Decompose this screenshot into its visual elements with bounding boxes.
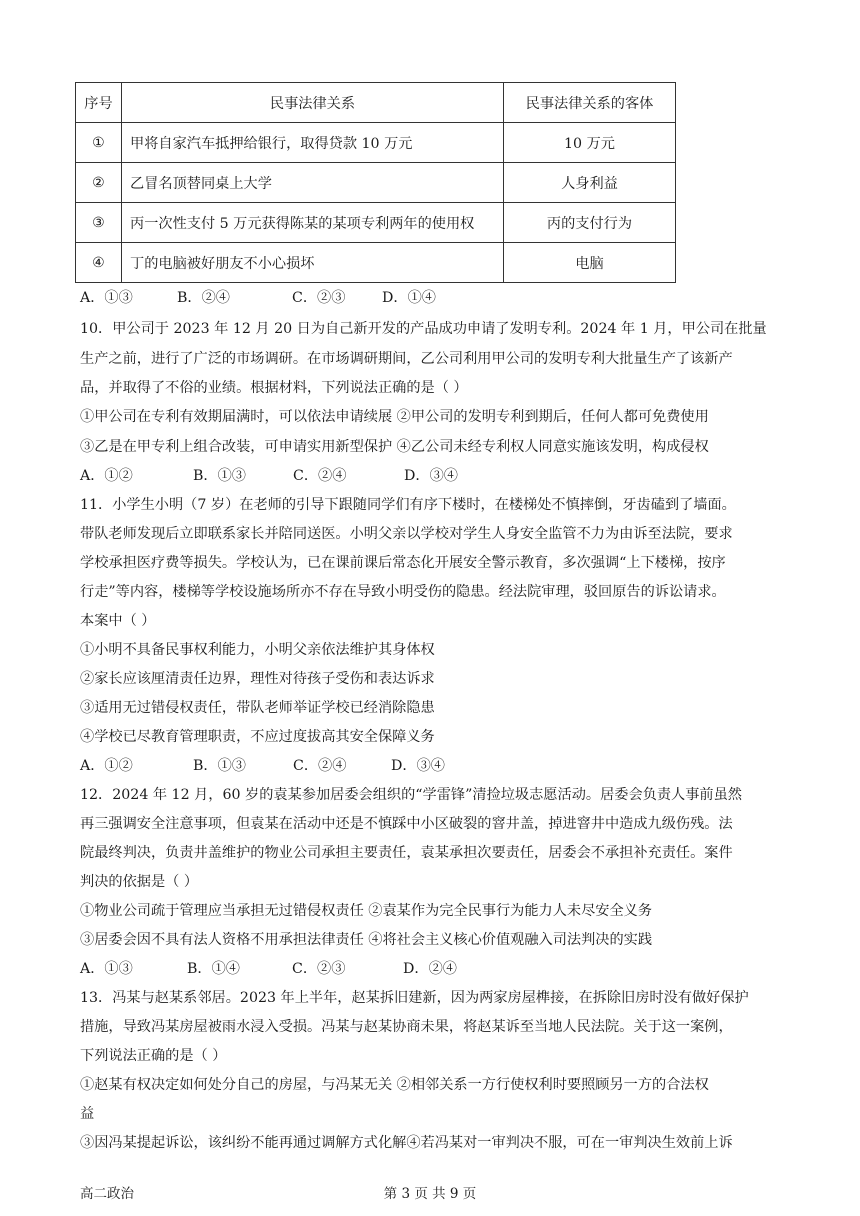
q10-statement-line: ①甲公司在专利有效期届满时，可以依法申请续展 ②甲公司的发明专利到期后，任何人都可免费使用 — [80, 409, 709, 425]
q11-statement-line: ④学校已尽教育管理职责，不应过度拔高其安全保障义务 — [80, 729, 435, 745]
table-row — [76, 203, 676, 243]
table-cell: 乙冒名顶替同桌上大学 — [122, 163, 504, 203]
q9-options — [80, 288, 436, 308]
q13-stem-line: 13．冯某与赵某系邻居。2023 年上半年，赵某拆旧建新，因为两家房屋榫接，在拆除旧房时没有做好保护 — [80, 990, 749, 1006]
q12-options — [80, 959, 457, 979]
table-row — [76, 123, 676, 163]
q10-stem-line: 品，并取得了不俗的业绩。根据材料，下列说法正确的是（ ） — [80, 380, 468, 396]
table-cell: 电脑 — [504, 243, 676, 283]
q10-options — [80, 466, 458, 486]
option-c: C．②④ — [293, 758, 347, 774]
q12-stem-line: 院最终判决，负责井盖维护的物业公司承担主要责任，袁某承担次要责任，居委会不承担补充责任。案件 — [80, 845, 733, 861]
table-header-cell: 民事法律关系的客体 — [504, 83, 676, 123]
option-c: C．②④ — [293, 468, 347, 484]
table-cell: ③ — [76, 203, 122, 243]
q10-stem-line: 10．甲公司于 2023 年 12 月 20 日为自己新开发的产品成功申请了发明专利。2024 年 1 月，甲公司在批量 — [80, 321, 767, 337]
table-cell: 人身利益 — [504, 163, 676, 203]
q11-stem-line: 行走”等内容，楼梯等学校设施场所亦不存在导致小明受伤的隐患。经法院审理，驳回原告的诉讼请求。 — [80, 584, 726, 600]
option-a: A．①③ — [80, 290, 133, 306]
table-header-cell: 民事法律关系 — [122, 83, 504, 123]
table-cell: 丙的支付行为 — [504, 203, 676, 243]
q11-stem-line: 本案中（ ） — [80, 613, 156, 629]
table-row — [76, 243, 676, 283]
option-b: B．①③ — [193, 758, 246, 774]
legal-relation-table — [75, 82, 676, 283]
option-d: D．①④ — [382, 290, 436, 306]
q13-statement-line: ③因冯某提起诉讼，该纠纷不能再通过调解方式化解④若冯某对一审判决不服，可在一审判决生效前上诉 — [80, 1135, 733, 1151]
table-cell: 丙一次性支付 5 万元获得陈某的某项专利两年的使用权 — [122, 203, 504, 243]
q13-stem-line: 下列说法正确的是（ ） — [80, 1048, 227, 1064]
q13-stem-line: 措施，导致冯某房屋被雨水浸入受损。冯某与赵某协商未果，将赵某诉至当地人民法院。关于这一案例， — [80, 1019, 733, 1035]
table-cell: 甲将自家汽车抵押给银行，取得贷款 10 万元 — [122, 123, 504, 163]
q13-statement-line: 益 — [80, 1106, 95, 1122]
page-number: 第 3 页 共 9 页 — [383, 1186, 477, 1202]
table-cell: ① — [76, 123, 122, 163]
option-c: C．②③ — [292, 961, 346, 977]
option-c: C．②③ — [292, 290, 346, 306]
option-b: B．①④ — [187, 961, 240, 977]
table-cell: 丁的电脑被好朋友不小心损坏 — [122, 243, 504, 283]
option-a: A．①② — [80, 758, 133, 774]
footer-subject: 高二政治 — [80, 1186, 134, 1202]
table-cell: 10 万元 — [504, 123, 676, 163]
option-d: D．②④ — [403, 961, 457, 977]
table-cell: ② — [76, 163, 122, 203]
q11-statement-line: ③适用无过错侵权责任，带队老师举证学校已经消除隐患 — [80, 700, 435, 716]
option-d: D．③④ — [404, 468, 458, 484]
table-row — [76, 163, 676, 203]
table-header-row — [76, 83, 676, 123]
option-a: A．①② — [80, 468, 133, 484]
q12-statement-line: ①物业公司疏于管理应当承担无过错侵权责任 ②袁某作为完全民事行为能力人未尽安全义务 — [80, 903, 653, 919]
table-header-cell: 序号 — [76, 83, 122, 123]
q11-statement-line: ①小明不具备民事权利能力，小明父亲依法维护其身体权 — [80, 642, 435, 658]
option-d: D．③④ — [391, 758, 445, 774]
option-b: B．①③ — [193, 468, 246, 484]
option-b: B．②④ — [177, 290, 230, 306]
q11-stem-line: 学校承担医疗费等损失。学校认为，已在课前课后常态化开展安全警示教育，多次强调“上下楼梯，按序 — [80, 555, 726, 571]
q12-stem-line: 再三强调安全注意事项，但袁某在活动中还是不慎踩中小区破裂的窨井盖，掉进窨井中造成九级伤残。法 — [80, 816, 733, 832]
q12-stem-line: 12．2024 年 12 月，60 岁的袁某参加居委会组织的“学雷锋”清捡垃圾志愿活动。居委会负责人事前虽然 — [80, 787, 742, 803]
q10-statement-line: ③乙是在甲专利上组合改装，可申请实用新型保护 ④乙公司未经专利权人同意实施该发明，构成侵权 — [80, 439, 709, 455]
q12-statement-line: ③居委会因不具有法人资格不用承担法律责任 ④将社会主义核心价值观融入司法判决的实践 — [80, 932, 653, 948]
q11-stem-line: 11．小学生小明（7 岁）在老师的引导下跟随同学们有序下楼时，在楼梯处不慎摔倒，牙齿磕到了墙面。 — [80, 497, 736, 513]
q11-options — [80, 756, 445, 776]
option-a: A．①③ — [80, 961, 133, 977]
table-cell: ④ — [76, 243, 122, 283]
q11-statement-line: ②家长应该厘清责任边界，理性对待孩子受伤和表达诉求 — [80, 671, 435, 687]
q13-statement-line: ①赵某有权决定如何处分自己的房屋，与冯某无关 ②相邻关系一方行使权利时要照顾另一方的合法权 — [80, 1077, 709, 1093]
q10-stem-line: 生产之前，进行了广泛的市场调研。在市场调研期间，乙公司利用甲公司的发明专利大批量生产了该新产 — [80, 351, 733, 367]
q12-stem-line: 判决的依据是（ ） — [80, 874, 199, 890]
q11-stem-line: 带队老师发现后立即联系家长并陪同送医。小明父亲以学校对学生人身安全监管不力为由诉至法院，要求 — [80, 526, 733, 542]
